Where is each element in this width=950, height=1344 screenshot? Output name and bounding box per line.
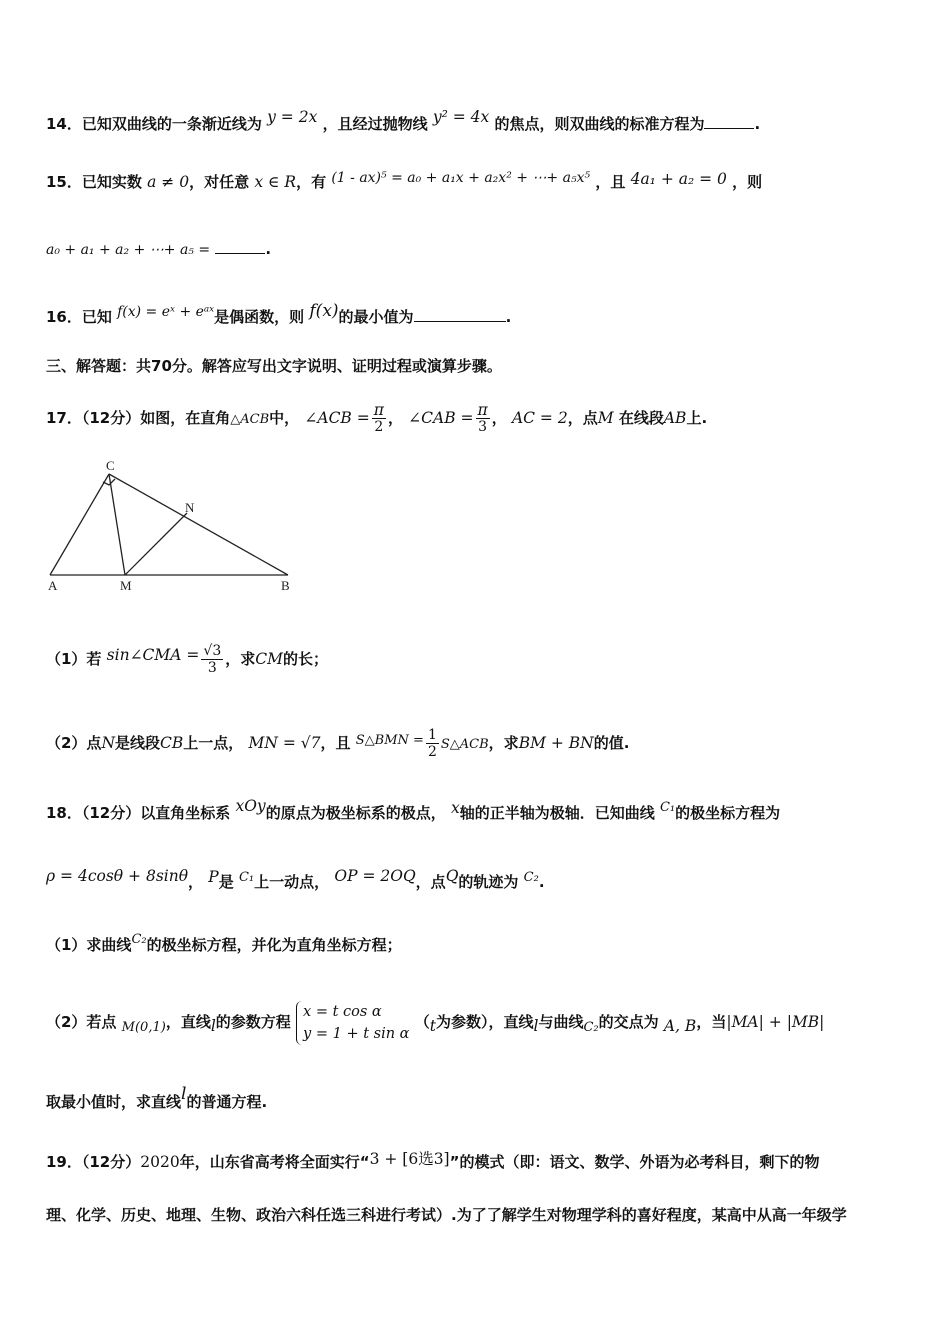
area-bmn: S△BMN = [355, 733, 424, 748]
question-17-part2: （2）点N是线段CB上一点， MN = √7，且 S△BMN = $\frac{1}{2}$ S△ACB，求BM + BN的值. [46, 727, 630, 760]
binomial-expansion: (1 - ax)⁵ = a₀ + a₁x + a₂x² + ⋯+ a₅x⁵ [331, 170, 591, 186]
segment-cm [109, 474, 125, 575]
one-half: $\frac{1}{2}$ [427, 727, 437, 760]
question-15-line2: a₀ + a₁ + a₂ + ⋯+ a₅ = . [46, 240, 272, 258]
question-14: 14．已知双曲线的一条渐近线为 y = 2x ，且经过抛物线 y² = 4x 的焦点，则双曲线的标准方程为 . [46, 108, 761, 133]
coefficient-condition: 4a₁ + a₂ = 0 [630, 170, 727, 188]
triangle-figure [40, 455, 310, 595]
question-18: 18．（12分）以直角坐标系 xOy的原点为极坐标系的极点， x轴的正半轴为极轴．已知曲线 C₁的极坐标方程为 [46, 797, 781, 822]
polar-equation: ρ = 4cosθ + 8sinθ [46, 867, 189, 885]
question-18-part1: （1）求曲线C₂的极坐标方程，并化为直角坐标方程； [46, 932, 402, 954]
label-b: B [281, 578, 290, 593]
question-18-part2: （2）若点 M(0,1)，直线l的参数方程 x = t cos α y = 1 + t sin α （t为参数），直线l与曲线C₂的交点为 A, B，当|MA| + |MB| [46, 998, 910, 1048]
pi-over-3: $\frac{\pi}{3}$ [477, 401, 488, 435]
question-16: 16．已知 f(x) = eˣ + eᵃˣ是偶函数，则 f(x)的最小值为 . [46, 301, 512, 326]
section-heading: 三、解答题：共70分。解答应写出文字说明、证明过程或演算步骤。 [46, 357, 502, 375]
side-cb-line [109, 474, 288, 575]
triangle-name: △ACB [230, 412, 270, 427]
pi-over-2: $\frac{\pi}{2}$ [373, 401, 384, 435]
asymptote-equation: y = 2x [267, 108, 318, 126]
parametric-equations: x = t cos α y = 1 + t sin α [296, 1001, 409, 1045]
question-19: 19．（12分）2020年，山东省高考将全面实行“3 + [6选3]”的模式（即：语文、数学、外语为必考科目，剩下的物 [46, 1150, 820, 1171]
answer-blank [215, 239, 265, 254]
area-acb: S△ACB [440, 737, 489, 752]
function-name: f(x) [309, 301, 339, 321]
question-19-line2: 理、化学、历史、地理、生物、政治六科任选三科进行考试）.为了了解学生对物理学科的喜好程度，某高中从高一年级学 [46, 1206, 847, 1224]
label-c: C [106, 458, 115, 473]
label-a: A [48, 578, 58, 593]
condition-a: a ≠ 0 [147, 173, 190, 191]
question-15: 15．已知实数 a ≠ 0，对任意 x ∈ R，有 (1 - ax)⁵ = a₀ + a₁x + a₂x² + ⋯+ a₅x⁵ ，且 4a₁ + a₂ = 0 ，则 [46, 170, 763, 191]
answer-blank [414, 307, 506, 322]
function-definition: f(x) = eˣ + eᵃˣ [117, 304, 215, 320]
question-18-line2: ρ = 4cosθ + 8sinθ， P是 C₁上一动点， OP = 2OQ，点Q的轨迹为 C₂. [46, 867, 545, 891]
distance-sum: |MA| + |MB| [726, 1013, 825, 1031]
coefficient-sum: a₀ + a₁ + a₂ + ⋯+ a₅ = [46, 242, 211, 258]
answer-blank [704, 114, 754, 129]
question-17-part1: （1）若 sin∠CMA = $\frac{√3}{3}$ ，求CM的长； [46, 643, 328, 676]
parabola-equation: y² = 4x [432, 108, 490, 126]
label-m: M [120, 578, 132, 593]
mn-length: MN = √7 [248, 734, 321, 752]
question-18-part2-line2: 取最小值时，求直线l的普通方程. [46, 1084, 268, 1111]
side-ac: AC = 2 [511, 409, 568, 427]
angle-cab: ∠CAB = [408, 409, 474, 427]
angle-acb: ∠ACB = [304, 409, 370, 427]
label-n: N [185, 500, 195, 515]
sqrt3-over-3: $\frac{√3}{3}$ [203, 643, 222, 676]
exam-mode: 3 + [6选3] [369, 1150, 450, 1168]
vector-relation: OP = 2OQ [334, 867, 416, 885]
question-17: 17．（12分）如图，在直角△ACB中， ∠ACB = $\frac{\pi}{2}$ ， ∠CAB = $\frac{\pi}{3}$ ， AC = 2，点M 在线段AB上. [46, 401, 708, 435]
segment-mn [125, 513, 187, 575]
sine-condition: sin∠CMA = [106, 646, 200, 664]
side-ac-line [50, 474, 109, 575]
condition-x: x ∈ R [254, 173, 297, 191]
